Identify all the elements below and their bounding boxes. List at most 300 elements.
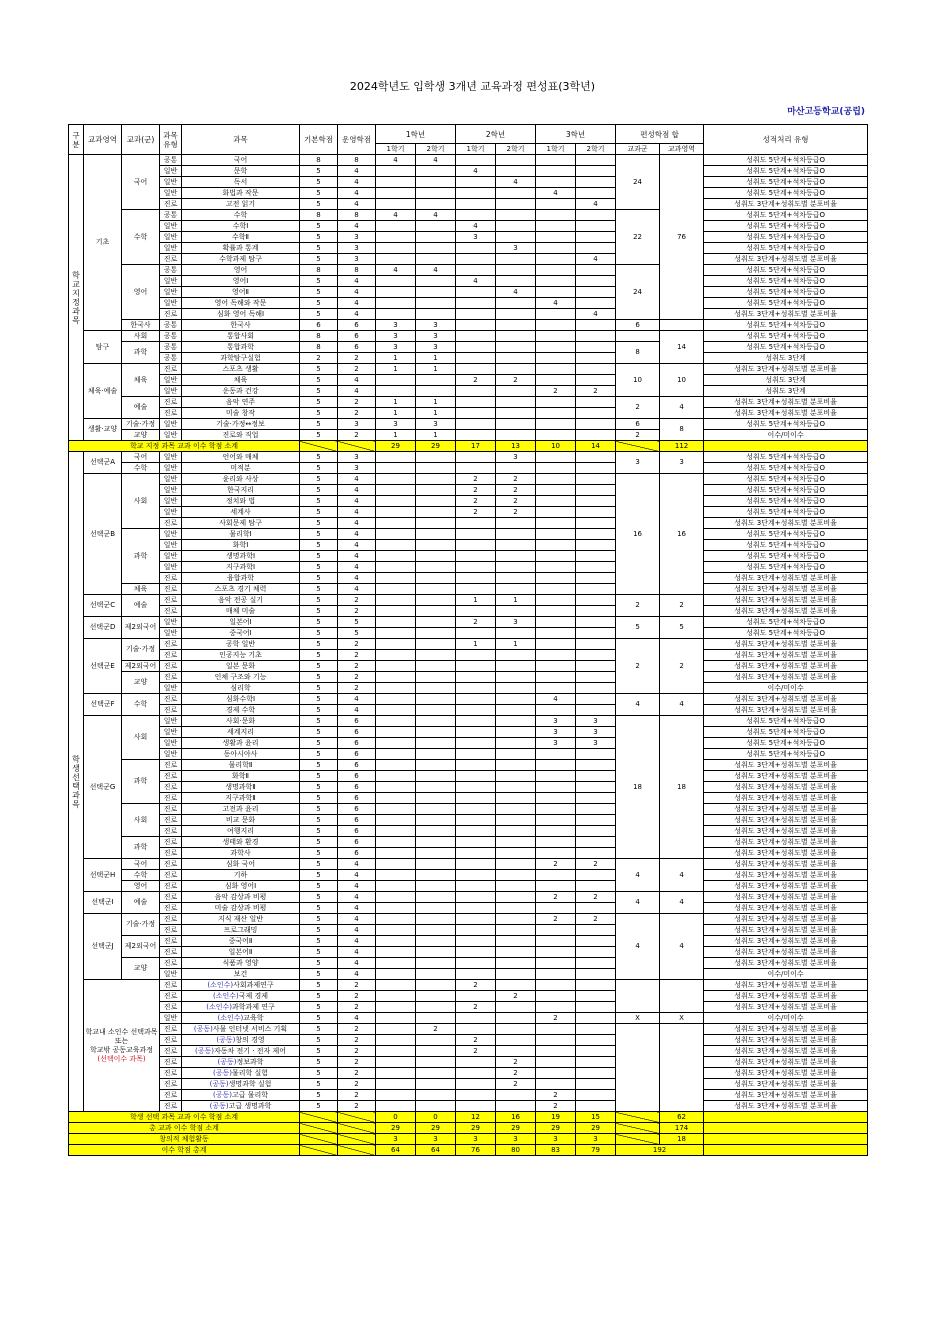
cell-c <box>416 276 456 287</box>
cell-b: 8 <box>300 331 338 342</box>
cell-e: 2 <box>496 507 536 518</box>
cell-grading: 이수/미이수 <box>704 430 868 441</box>
cell-f: 3 <box>536 716 576 727</box>
cell-grading: 성취도 5단계+석차등급O <box>704 628 868 639</box>
cell-grading: 성취도 3단계+성취도별 분포비율 <box>704 1046 868 1057</box>
cell-r: 4 <box>338 496 376 507</box>
table-row <box>69 342 868 353</box>
cell-a <box>376 573 416 584</box>
cell-c <box>416 749 456 760</box>
cell-t: 일반 <box>160 232 182 243</box>
total-d: 12 <box>456 1112 496 1123</box>
group-math: 수학 <box>122 210 160 265</box>
cell-r: 6 <box>338 848 376 859</box>
subject-name: 고급 생명과학 <box>228 1101 272 1110</box>
cell-b: 5 <box>300 540 338 551</box>
cell-t: 진로 <box>160 991 182 1002</box>
cell-b: 5 <box>300 870 338 881</box>
table-row <box>69 353 868 364</box>
total-label: 학생 선택 과목 교과 이수 학점 소계 <box>69 1112 300 1123</box>
cell-f <box>536 639 576 650</box>
cell-grading: 성취도 3단계+성취도별 분포비율 <box>704 584 868 595</box>
cell-s: 과학사 <box>182 848 300 859</box>
subject-name: 교육학 <box>243 1013 264 1022</box>
cell-r: 2 <box>338 430 376 441</box>
cell-f <box>536 958 576 969</box>
cell-c <box>416 298 456 309</box>
cell-b: 5 <box>300 672 338 683</box>
cell-t: 공통 <box>160 155 182 166</box>
area-basic: 기초 <box>84 155 122 331</box>
table-row <box>69 452 868 463</box>
cell-d <box>456 1090 496 1101</box>
table-row <box>69 804 868 815</box>
diag-cell <box>338 1112 376 1123</box>
cell-c <box>416 914 456 925</box>
cell-e <box>496 1002 536 1013</box>
cell-e <box>496 265 536 276</box>
total-tg: 4 <box>616 859 660 892</box>
cell-t: 일반 <box>160 562 182 573</box>
cell-b: 5 <box>300 980 338 991</box>
cell-e <box>496 419 536 430</box>
cell-grading: 성취도 3단계+성취도별 분포비율 <box>704 650 868 661</box>
cell-a <box>376 826 416 837</box>
cell-d <box>456 518 496 529</box>
cell-b: 5 <box>300 364 338 375</box>
cell-e <box>496 1024 536 1035</box>
table-row <box>69 595 868 606</box>
cell-t: 진로 <box>160 672 182 683</box>
cell-e: 2 <box>496 991 536 1002</box>
cell-r: 2 <box>338 397 376 408</box>
col-year1: 1학년 <box>376 125 456 144</box>
cell-t: 일반 <box>160 221 182 232</box>
cell-r: 3 <box>338 419 376 430</box>
cell-b: 8 <box>300 342 338 353</box>
cell-r: 2 <box>338 991 376 1002</box>
cell-a: 1 <box>376 408 416 419</box>
cell-a <box>376 243 416 254</box>
cell-a: 4 <box>376 155 416 166</box>
subject-name: 자동차 전기 · 전자 제어 <box>214 1046 286 1055</box>
cell-f: 2 <box>536 1013 576 1024</box>
cell-r: 4 <box>338 870 376 881</box>
total-label: 총 교과 이수 학점 소계 <box>69 1123 300 1134</box>
cell-t: 진로 <box>160 309 182 320</box>
cell-s: 스포츠 경기 체력 <box>182 584 300 595</box>
cell-d <box>456 969 496 980</box>
cell-a <box>376 859 416 870</box>
cell-r: 2 <box>338 661 376 672</box>
table-row <box>69 903 868 914</box>
cell-f <box>536 815 576 826</box>
table-row <box>69 1079 868 1090</box>
cell-t: 일반 <box>160 276 182 287</box>
cell-c: 1 <box>416 430 456 441</box>
cell-a <box>376 804 416 815</box>
cell-f <box>536 309 576 320</box>
cell-f <box>536 628 576 639</box>
table-row <box>69 1101 868 1112</box>
cell-s: 여행지리 <box>182 826 300 837</box>
area-life: 생활·교양 <box>84 419 122 441</box>
cell-t: 진로 <box>160 892 182 903</box>
cell-f <box>536 672 576 683</box>
section-student-elective: 학생선택과목 <box>69 452 84 1112</box>
cell-c: 4 <box>416 155 456 166</box>
area-choice-a: 선택군A <box>84 452 122 474</box>
cell-d <box>456 1024 496 1035</box>
subtotal-d: 17 <box>456 441 496 452</box>
cell-c <box>416 166 456 177</box>
cell-b: 5 <box>300 485 338 496</box>
cell-e <box>496 947 536 958</box>
cell-f <box>536 562 576 573</box>
cell-r: 4 <box>338 584 376 595</box>
cell-r: 5 <box>338 617 376 628</box>
group-lang2: 제2외국어 <box>122 936 160 958</box>
cell-t: 일반 <box>160 540 182 551</box>
cell-f <box>536 518 576 529</box>
cell-s: 통합사회 <box>182 331 300 342</box>
cell-d <box>456 870 496 881</box>
cell-g <box>576 320 616 331</box>
cell-a <box>376 1046 416 1057</box>
cell-grading: 성취도 3단계+성취도별 분포비율 <box>704 573 868 584</box>
cell-d <box>456 958 496 969</box>
cell-grading: 성취도 3단계+성취도별 분포비율 <box>704 958 868 969</box>
area-choice-i: 선택군I <box>84 892 122 914</box>
cell-r: 8 <box>338 210 376 221</box>
cell-r: 4 <box>338 386 376 397</box>
cell-g <box>576 1057 616 1068</box>
cell-g <box>576 793 616 804</box>
cell-f <box>536 419 576 430</box>
cell-b: 5 <box>300 738 338 749</box>
cell-t: 진로 <box>160 1101 182 1112</box>
cell-e <box>496 826 536 837</box>
cell-b: 5 <box>300 760 338 771</box>
cell-c <box>416 243 456 254</box>
table-row <box>69 837 868 848</box>
cell-c <box>416 826 456 837</box>
group-social: 사회 <box>122 331 160 342</box>
cell-t: 일반 <box>160 485 182 496</box>
cell-b: 5 <box>300 243 338 254</box>
cell-a <box>376 661 416 672</box>
cell-e <box>496 606 536 617</box>
cell-c <box>416 474 456 485</box>
cell-d <box>456 1079 496 1090</box>
cell-g <box>576 430 616 441</box>
table-row <box>69 210 868 221</box>
cell-e: 2 <box>496 485 536 496</box>
diag-cell <box>616 1123 660 1134</box>
cell-t: 일반 <box>160 969 182 980</box>
cell-a <box>376 903 416 914</box>
cell-b: 5 <box>300 837 338 848</box>
cell-grading: 성취도 3단계+성취도별 분포비율 <box>704 199 868 210</box>
cell-d <box>456 331 496 342</box>
total-tg: 22 <box>616 210 660 265</box>
col-type: 과목유형 <box>160 125 182 155</box>
total-ta <box>660 1057 704 1068</box>
cell-r: 4 <box>338 936 376 947</box>
cell-g <box>576 815 616 826</box>
cell-t: 일반 <box>160 496 182 507</box>
subject-name: 고급 물리학 <box>231 1090 269 1099</box>
cell-t: 일반 <box>160 430 182 441</box>
subject-name: 물리학 실험 <box>231 1068 269 1077</box>
total-f: 29 <box>536 1123 576 1134</box>
cell-f <box>536 496 576 507</box>
total-ta <box>660 1046 704 1057</box>
sem-1-1: 1학기 <box>376 144 416 155</box>
cell-t: 공통 <box>160 320 182 331</box>
cell-f <box>536 606 576 617</box>
cell-s: 생활과 윤리 <box>182 738 300 749</box>
cell-e: 1 <box>496 595 536 606</box>
cell-s <box>182 1079 300 1090</box>
cell-b: 5 <box>300 496 338 507</box>
cell-c: 1 <box>416 364 456 375</box>
cell-grading: 성취도 5단계+석차등급O <box>704 232 868 243</box>
cell-b: 5 <box>300 749 338 760</box>
subtotal-row <box>69 441 868 452</box>
table-row <box>69 309 868 320</box>
cell-t: 진로 <box>160 1079 182 1090</box>
cell-c <box>416 452 456 463</box>
cell-a <box>376 749 416 760</box>
cell-e <box>496 804 536 815</box>
cell-g <box>576 452 616 463</box>
total-g: 29 <box>576 1123 616 1134</box>
cell-f <box>536 683 576 694</box>
cell-r: 3 <box>338 232 376 243</box>
cell-b: 5 <box>300 782 338 793</box>
group-history: 한국사 <box>122 320 160 331</box>
cell-g: 3 <box>576 716 616 727</box>
cell-c <box>416 287 456 298</box>
cell-s: 매체 미술 <box>182 606 300 617</box>
cell-a <box>376 1068 416 1079</box>
total-tg: 2 <box>616 397 660 419</box>
cell-f <box>536 254 576 265</box>
cell-g: 3 <box>576 738 616 749</box>
cell-r: 6 <box>338 804 376 815</box>
cell-r: 5 <box>338 628 376 639</box>
cell-e <box>496 210 536 221</box>
cell-t: 일반 <box>160 1013 182 1024</box>
cell-f <box>536 540 576 551</box>
cell-d <box>456 782 496 793</box>
cell-s: 지구과학Ⅱ <box>182 793 300 804</box>
cell-grading: 성취도 5단계+석차등급O <box>704 342 868 353</box>
cell-e: 3 <box>496 243 536 254</box>
cell-t: 공통 <box>160 353 182 364</box>
cell-e <box>496 793 536 804</box>
cell-d <box>456 936 496 947</box>
cell-b: 5 <box>300 936 338 947</box>
cell-d <box>456 287 496 298</box>
cell-r: 6 <box>338 716 376 727</box>
cell-r: 4 <box>338 573 376 584</box>
diag-cell <box>300 1123 338 1134</box>
blank-cell <box>704 1112 868 1123</box>
cell-t: 진로 <box>160 859 182 870</box>
cell-r: 6 <box>338 738 376 749</box>
cell-grading: 성취도 5단계+석차등급O <box>704 507 868 518</box>
area-choice-c: 선택군C <box>84 595 122 617</box>
cell-grading: 성취도 3단계+성취도별 분포비율 <box>704 760 868 771</box>
cell-r: 2 <box>338 364 376 375</box>
subtotal-label: 학교 지정 과목 교과 이수 학점 소계 <box>69 441 300 452</box>
cell-d <box>456 386 496 397</box>
total-tg <box>616 1057 660 1068</box>
cell-b: 5 <box>300 232 338 243</box>
cell-b: 5 <box>300 716 338 727</box>
cell-d <box>456 672 496 683</box>
table-row <box>69 969 868 980</box>
cell-t: 일반 <box>160 188 182 199</box>
area-choice-e: 선택군E <box>84 639 122 694</box>
cell-g <box>576 331 616 342</box>
cell-g <box>576 639 616 650</box>
cell-f <box>536 507 576 518</box>
cell-d <box>456 353 496 364</box>
cell-s: 영어Ⅱ <box>182 287 300 298</box>
cell-d <box>456 606 496 617</box>
cell-grading: 성취도 3단계+성취도별 분포비율 <box>704 881 868 892</box>
cell-g <box>576 529 616 540</box>
cell-e <box>496 1035 536 1046</box>
cell-g <box>576 969 616 980</box>
cell-c <box>416 980 456 991</box>
table-row <box>69 1057 868 1068</box>
subtotal-f: 10 <box>536 441 576 452</box>
table-row <box>69 397 868 408</box>
cell-g <box>576 188 616 199</box>
cell-grading: 성취도 3단계+성취도별 분포비율 <box>704 991 868 1002</box>
cell-e <box>496 914 536 925</box>
cell-f <box>536 342 576 353</box>
cell-r: 2 <box>338 1002 376 1013</box>
cell-grading: 성취도 3단계+성취도별 분포비율 <box>704 936 868 947</box>
cell-b: 5 <box>300 177 338 188</box>
cell-d <box>456 1101 496 1112</box>
cell-c <box>416 903 456 914</box>
cell-d: 4 <box>456 276 496 287</box>
table-row <box>69 650 868 661</box>
cell-f <box>536 771 576 782</box>
cell-b: 5 <box>300 815 338 826</box>
cell-d <box>456 661 496 672</box>
cell-r: 2 <box>338 1079 376 1090</box>
cell-grading: 성취도 3단계+성취도별 분포비율 <box>704 1079 868 1090</box>
total-c: 0 <box>416 1112 456 1123</box>
total-ta: 3 <box>660 452 704 474</box>
cell-b: 5 <box>300 529 338 540</box>
cell-b: 5 <box>300 650 338 661</box>
table-row <box>69 1002 868 1013</box>
area-inquiry: 탐구 <box>84 331 122 364</box>
cell-f <box>536 925 576 936</box>
total-tg: 6 <box>616 320 660 331</box>
cell-f <box>536 1002 576 1013</box>
group-korean: 국어 <box>122 859 160 870</box>
sem-1-2: 2학기 <box>416 144 456 155</box>
cell-b: 5 <box>300 507 338 518</box>
cell-a <box>376 375 416 386</box>
cell-e <box>496 199 536 210</box>
cell-g <box>576 507 616 518</box>
cell-grading: 성취도 3단계+성취도별 분포비율 <box>704 694 868 705</box>
cell-f <box>536 166 576 177</box>
cell-r: 2 <box>338 1068 376 1079</box>
table-row <box>69 496 868 507</box>
cell-b: 5 <box>300 474 338 485</box>
cell-f <box>536 1079 576 1090</box>
cell-r: 4 <box>338 485 376 496</box>
cell-g <box>576 782 616 793</box>
diag-cell <box>300 1145 338 1156</box>
total-row <box>69 1123 868 1134</box>
cell-r: 6 <box>338 760 376 771</box>
cell-r: 4 <box>338 947 376 958</box>
cell-d <box>456 793 496 804</box>
cell-a <box>376 1002 416 1013</box>
subject-name: 정보과학 <box>236 1057 264 1066</box>
cell-b: 5 <box>300 1046 338 1057</box>
cell-t: 일반 <box>160 474 182 485</box>
cell-a <box>376 760 416 771</box>
table-row <box>69 188 868 199</box>
subject-prefix: (공동) <box>193 1024 213 1033</box>
col-grading: 성적처리 유형 <box>704 125 868 155</box>
cell-t: 일반 <box>160 683 182 694</box>
cell-d <box>456 837 496 848</box>
cell-s: 심화 국어 <box>182 859 300 870</box>
cell-f <box>536 276 576 287</box>
cell-grading: 성취도 5단계+석차등급O <box>704 716 868 727</box>
cell-e: 3 <box>496 617 536 628</box>
cell-g: 2 <box>576 386 616 397</box>
cell-e <box>496 518 536 529</box>
cell-e <box>496 760 536 771</box>
cell-g: 2 <box>576 892 616 903</box>
cell-d: 2 <box>456 496 496 507</box>
table-row <box>69 870 868 881</box>
table-row <box>69 628 868 639</box>
cell-grading: 성취도 5단계+석차등급O <box>704 562 868 573</box>
cell-r: 4 <box>338 925 376 936</box>
total-tg: 5 <box>616 617 660 639</box>
cell-g <box>576 606 616 617</box>
cell-grading: 성취도 3단계+성취도별 분포비율 <box>704 309 868 320</box>
cell-e <box>496 815 536 826</box>
cell-s: 비교 문화 <box>182 815 300 826</box>
cell-c <box>416 463 456 474</box>
cell-r: 2 <box>338 1057 376 1068</box>
subtotal-g: 14 <box>576 441 616 452</box>
cell-a <box>376 199 416 210</box>
cell-c <box>416 1002 456 1013</box>
cell-f: 2 <box>536 1101 576 1112</box>
cell-f <box>536 364 576 375</box>
cell-s: 운동과 건강 <box>182 386 300 397</box>
cell-s <box>182 1035 300 1046</box>
